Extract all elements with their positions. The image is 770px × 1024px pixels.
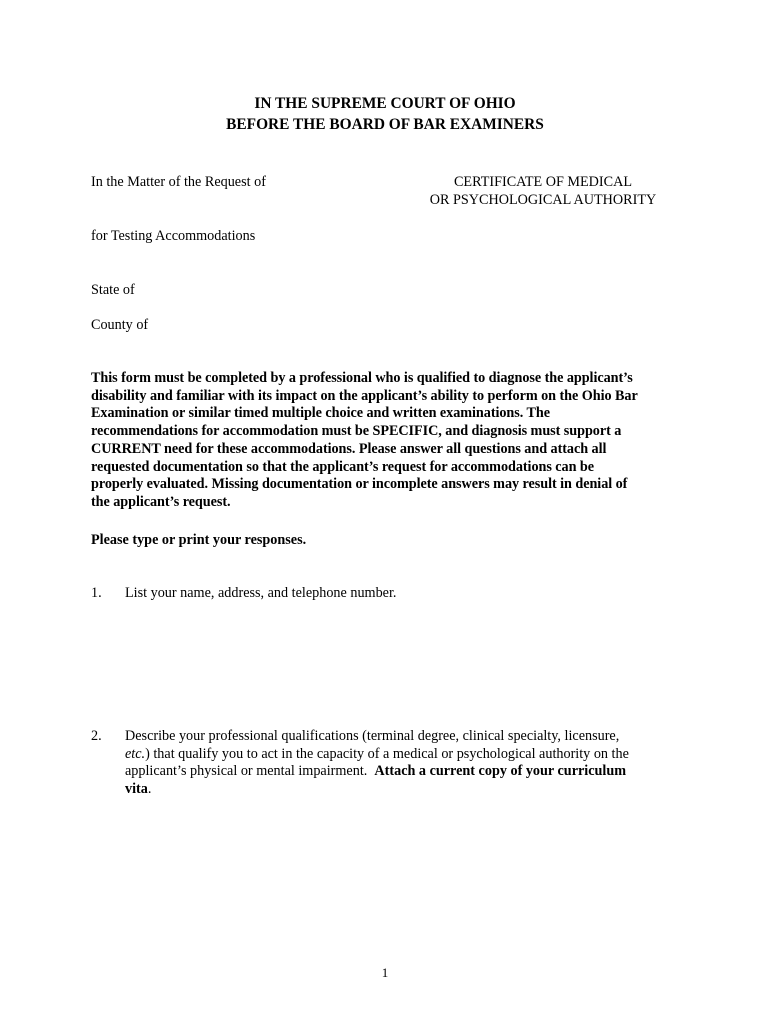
question-2-line-text: applicant’s physical or mental impairment. [125,763,375,780]
attach-cv-instruction-end: vita [125,780,148,797]
question-2-line [125,746,685,764]
instructions-line: requested documentation so that the applicant’s request for accommodations can be [91,458,595,475]
certificate-title [408,174,678,209]
question-2-number: 2. [91,728,102,744]
instructions-line: recommendations for accommodation must be SPECIFIC, and diagnosis must support a [91,423,622,440]
question-1-text: List your name, address, and telephone number. [125,585,397,601]
instructions-line: disability and familiar with its impact on the applicant’s ability to perform on the Ohio Bar [91,387,638,404]
etc-italic: etc. [125,745,146,762]
question-2-line [125,763,685,781]
certificate-title-line1: CERTIFICATE OF MEDICAL [453,174,633,190]
instructions-paragraph [91,370,691,512]
instructions-line: the applicant’s request. [91,493,231,510]
question-2-line: Describe your professional qualifications (terminal degree, clinical specialty, licensure, [125,728,620,744]
court-heading [0,93,770,135]
matter-label: In the Matter of the Request of [91,174,266,190]
state-label: State of [91,282,135,298]
type-or-print-note: Please type or print your responses. [91,532,307,548]
testing-accommodations-label: for Testing Accommodations [91,228,256,244]
question-1-number: 1. [91,585,102,601]
question-2-line-text: ) that qualify you to act in the capacity of a medical or psychological authority on the [145,745,629,762]
instructions-line: This form must be completed by a professional who is qualified to diagnose the applicant’s [91,370,633,386]
board-name: BEFORE THE BOARD OF BAR EXAMINERS [226,116,544,133]
question-2-text [125,728,685,798]
question-2-period: . [147,780,152,797]
certificate-title-line2: OR PSYCHOLOGICAL AUTHORITY [429,191,657,208]
page-number: 1 [381,965,389,980]
attach-cv-instruction: Attach a current copy of your curriculum [374,763,627,780]
instructions-line: CURRENT need for these accommodations. Please answer all questions and attach all [91,440,607,457]
county-label: County of [91,317,149,333]
question-2-line [125,781,685,799]
instructions-line: properly evaluated. Missing documentation or incomplete answers may result in denial of [91,476,628,493]
instructions-line: Examination or similar timed multiple choice and written examinations. The [91,405,550,422]
court-name: IN THE SUPREME COURT OF OHIO [254,95,516,112]
